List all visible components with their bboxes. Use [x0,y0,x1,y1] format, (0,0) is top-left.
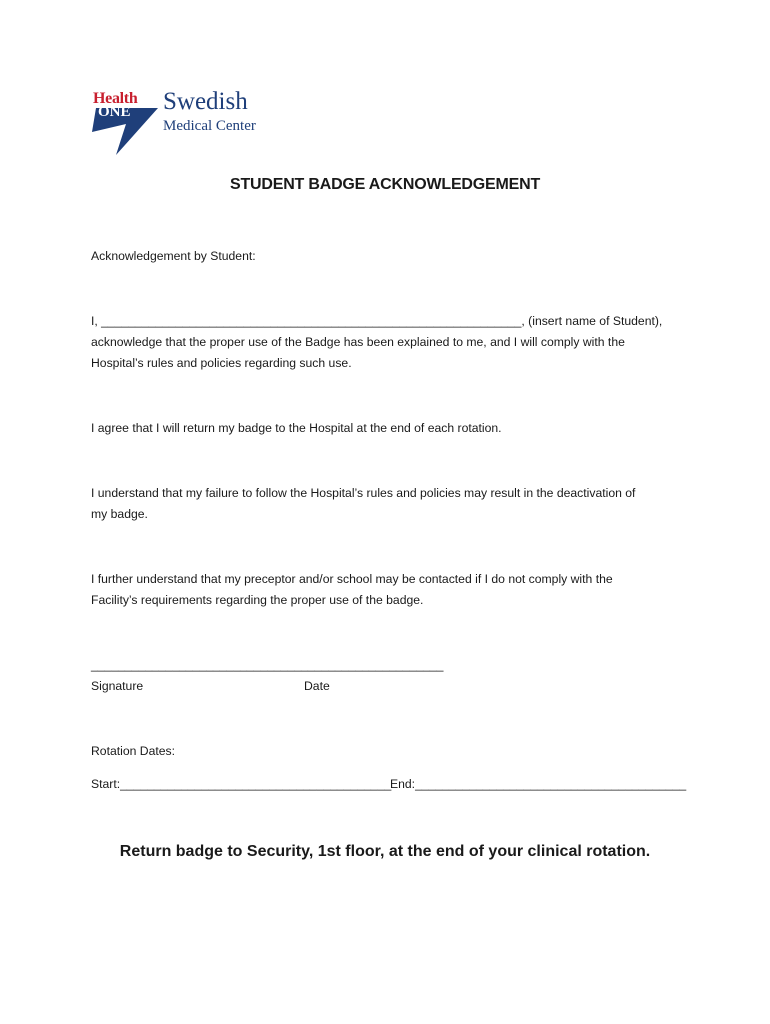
date-label: Date [304,679,330,693]
signature-line[interactable]: ____________________________________________________ [91,658,444,672]
paragraph-1-line-1[interactable]: I, ______________________________________________________________, (insert name of Student), [91,314,663,328]
logo-health-text: Health [93,90,138,107]
paragraph-2: I agree that I will return my badge to the Hospital at the end of each rotation. [91,421,502,435]
paragraph-4-line-1: I further understand that my preceptor and/or school may be contacted if I do not comply with the [91,572,613,586]
health-one-swedish-logo [90,88,270,160]
paragraph-4-line-2: Facility’s requirements regarding the proper use of the badge. [91,593,424,607]
acknowledgement-by-student-label: Acknowledgement by Student: [91,249,256,263]
paragraph-1-line-2: acknowledge that the proper use of the Badge has been explained to me, and I will comply with the [91,335,625,349]
paragraph-4 [91,569,691,611]
rotation-start-field[interactable]: Start:________________________________________ [91,777,392,791]
rotation-end-field[interactable]: End:________________________________________ [390,777,687,791]
document-title: STUDENT BADGE ACKNOWLEDGEMENT [229,176,541,193]
logo-one-text: ONE [98,104,131,120]
paragraph-3-line-2: my badge. [91,507,148,521]
paragraph-1 [91,311,691,374]
return-badge-note: Return badge to Security, 1st floor, at the end of your clinical rotation. [119,843,651,860]
paragraph-3-line-1: I understand that my failure to follow the Hospital’s rules and policies may result in the deactivation of [91,486,636,500]
signature-label: Signature [91,679,144,693]
paragraph-3 [91,483,691,525]
logo-swedish-text: Swedish [163,88,248,115]
paragraph-1-line-3: Hospital’s rules and policies regarding such use. [91,356,352,370]
logo-medical-center-text: Medical Center [163,118,256,134]
rotation-dates-label: Rotation Dates: [91,744,176,758]
